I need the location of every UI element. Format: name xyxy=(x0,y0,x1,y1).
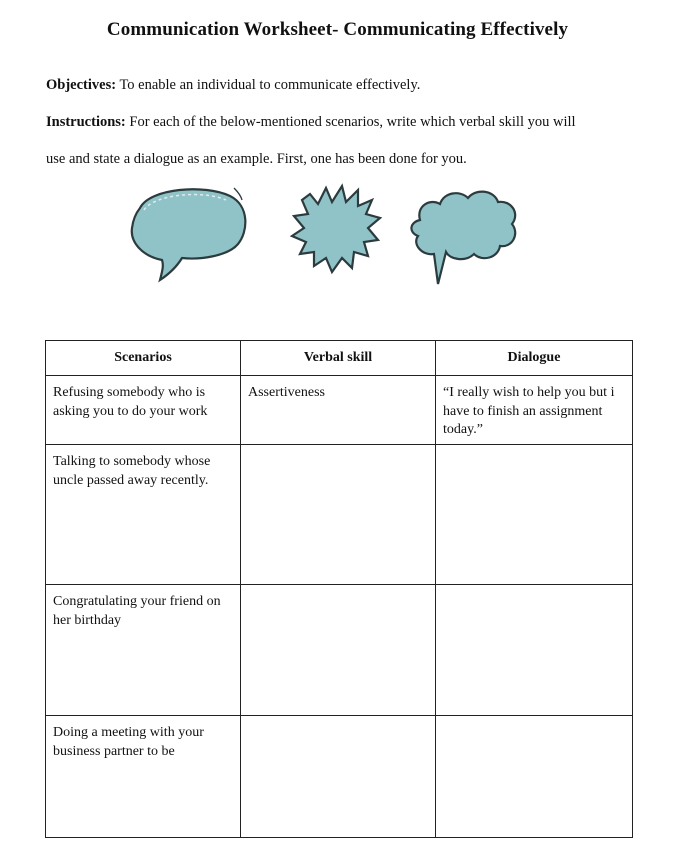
page-title: Communication Worksheet- Communicating Effectively xyxy=(106,19,569,40)
scenario-cell: Talking to somebody whose uncle passed away recently. xyxy=(46,445,241,585)
header-scenarios: Scenarios xyxy=(46,341,241,376)
objectives-text: To enable an individual to communicate effectively. xyxy=(119,77,421,93)
dialogue-cell[interactable] xyxy=(436,585,633,716)
scenario-cell: Doing a meeting with your business partner to be xyxy=(46,716,241,838)
instructions-label: Instructions: xyxy=(46,114,126,130)
oval-speech-bubble-icon xyxy=(132,188,246,280)
instructions-text-1: For each of the below-mentioned scenarios, write which verbal skill you will xyxy=(129,114,576,130)
table-row xyxy=(46,376,633,445)
verbal-skill-cell[interactable] xyxy=(241,585,436,716)
table-row xyxy=(46,445,633,585)
header-dialogue: Dialogue xyxy=(436,341,633,376)
verbal-skill-cell[interactable] xyxy=(241,716,436,838)
scenario-cell: Refusing somebody who is asking you to do your work xyxy=(46,376,241,445)
scenario-cell: Congratulating your friend on her birthday xyxy=(46,585,241,716)
scenarios-table xyxy=(45,340,633,838)
dialogue-cell[interactable]: “I really wish to help you but i have to finish an assignment today.” xyxy=(436,376,633,445)
cloud-speech-bubble-icon xyxy=(411,192,515,284)
verbal-skill-cell[interactable]: Assertiveness xyxy=(241,376,436,445)
objectives-label: Objectives: xyxy=(46,77,117,93)
verbal-skill-cell[interactable] xyxy=(241,445,436,585)
dialogue-cell[interactable] xyxy=(436,445,633,585)
objectives-line xyxy=(46,75,636,95)
instructions-line-1 xyxy=(46,112,636,132)
table-row xyxy=(46,585,633,716)
table-header-row xyxy=(46,341,633,376)
burst-speech-bubble-icon xyxy=(292,186,380,272)
instructions-line-2 xyxy=(46,149,636,169)
dialogue-cell[interactable] xyxy=(436,716,633,838)
table-row xyxy=(46,716,633,838)
speech-bubbles-illustration xyxy=(120,180,520,295)
header-verbal-skill: Verbal skill xyxy=(241,341,436,376)
instructions-text-2: use and state a dialogue as an example. First, one has been done for you. xyxy=(46,151,467,167)
